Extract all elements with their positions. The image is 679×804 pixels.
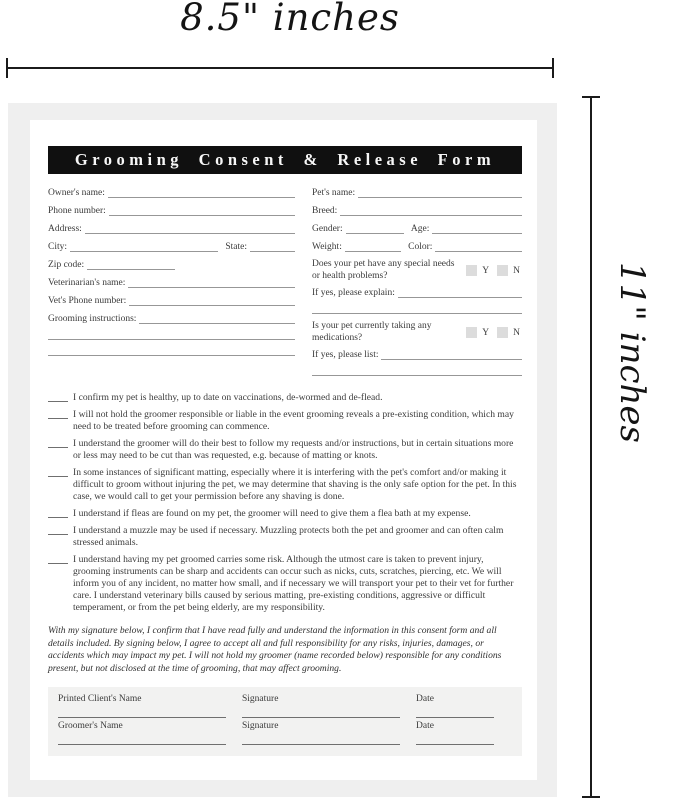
- owner-info-column: [48, 187, 295, 383]
- field-label: Breed:: [312, 206, 338, 216]
- statement-text: I understand if fleas are found on my pet, the groomer will need to give them a flea bath at my expense.: [73, 508, 471, 519]
- dimension-line-cap: [552, 58, 554, 78]
- agreement-paragraph: With my signature below, I confirm that I have read fully and understand the information in this consent form and all details included. By signing below, I agree to accept all and full responsibility for any risks, injuries, damages, or accidents which may impact my pet. I will not hold my groomer (name recorded below) responsible for any conditions present, but not disclosed at the time of grooming, that may affect grooming.: [48, 625, 502, 674]
- field-label: Owner's name:: [48, 188, 105, 198]
- field-if-yes-list: [312, 349, 522, 360]
- yes-label: Y: [482, 327, 490, 338]
- signature-line: [58, 744, 226, 745]
- consent-statement: [48, 438, 522, 462]
- blank-line: [109, 205, 295, 216]
- signature-label: Date: [416, 694, 434, 704]
- field-label: Address:: [48, 224, 82, 234]
- signature-line: [242, 744, 400, 745]
- blank-line: [435, 241, 522, 252]
- field-label: State:: [225, 242, 247, 252]
- question-text: Does your pet have any special needs or health problems?: [312, 259, 455, 281]
- field-address: [48, 223, 295, 234]
- width-dimension-line: [6, 67, 554, 69]
- blank-line: [85, 223, 295, 234]
- yes-no-checkboxes: [466, 265, 522, 276]
- signature-label: Signature: [242, 721, 279, 731]
- field-city-state: [48, 241, 295, 252]
- field-label: Grooming instructions:: [48, 314, 137, 324]
- yes-checkbox: [466, 327, 477, 338]
- blank-line: [345, 241, 401, 252]
- blank-line: [108, 187, 295, 198]
- statement-text: I understand the groomer will do their best to follow my requests and/or instructions, but in certain situations more or less may need to be cut than was requested, e.g. because of matting or knots.: [73, 438, 514, 461]
- blank-line: [48, 331, 295, 340]
- blank-line: [48, 347, 295, 356]
- blank-line: [139, 313, 295, 324]
- no-label: N: [513, 265, 520, 276]
- yes-no-checkboxes: [466, 327, 522, 338]
- field-label: Pet's name:: [312, 188, 356, 198]
- field-label: Gender:: [312, 224, 343, 234]
- groomer-date-cell: [416, 721, 502, 745]
- dimension-line-cap: [582, 796, 600, 798]
- initial-blank-line: [48, 526, 68, 535]
- question-special-needs: [312, 259, 522, 282]
- client-signature-row: [58, 694, 510, 718]
- blank-line: [381, 349, 522, 360]
- dimension-line-cap: [6, 58, 8, 78]
- pet-info-column: [312, 187, 522, 383]
- field-label: If yes, please list:: [312, 350, 379, 360]
- initial-blank-line: [48, 410, 68, 419]
- blank-line: [70, 241, 218, 252]
- field-label: Phone number:: [48, 206, 106, 216]
- height-dimension-line: [590, 96, 592, 798]
- consent-statement: [48, 392, 522, 404]
- initial-blank-line: [48, 509, 68, 518]
- statement-text: I understand having my pet groomed carries some risk. Although the utmost care is taken to prevent injury, grooming instruments can be sharp and accidents can occur such as nicks, cuts, scratches, piercing, etc. We will inform you of any incident, no matter how small, and if necessary we will transport your pet to their vet for further care. I understand veterinary bills caused by serious matting, pre-existing conditions, aggressive or difficult temperament, or from the pet being elderly, are my responsibility.: [73, 554, 514, 613]
- field-label: Vet's Phone number:: [48, 296, 127, 306]
- field-vet-name: [48, 277, 295, 288]
- statement-text: In some instances of significant matting, especially where it is interfering with the pet's comfort and/or making it difficult to groom without injuring the pet, we may determine that shaving is the only safe option for the pet. In this case, we would call to get your permission before any shaving is done.: [73, 467, 517, 502]
- statement-text: I understand a muzzle may be used if necessary. Muzzling protects both the pet and groomer and can often calm stressed animals.: [73, 525, 504, 548]
- field-label: Weight:: [312, 242, 342, 252]
- signature-label: Groomer's Name: [58, 721, 123, 731]
- no-checkbox: [497, 327, 508, 338]
- dimension-line-cap: [582, 96, 600, 98]
- consent-statement: [48, 508, 522, 520]
- blank-line: [87, 259, 175, 270]
- client-name-cell: [58, 694, 226, 718]
- field-label: Veterinarian's name:: [48, 278, 126, 288]
- signature-section: [48, 687, 522, 756]
- initial-blank-line: [48, 468, 68, 477]
- field-label: City:: [48, 242, 68, 252]
- signature-line: [58, 717, 226, 718]
- field-vet-phone: [48, 295, 295, 306]
- groomer-name-cell: [58, 721, 226, 745]
- signature-label: Printed Client's Name: [58, 694, 142, 704]
- field-gender-age: [312, 223, 522, 234]
- consent-statements: [48, 392, 522, 614]
- no-label: N: [513, 327, 520, 338]
- blank-line: [358, 187, 522, 198]
- field-grooming-instructions: [48, 313, 295, 324]
- signature-line: [242, 717, 400, 718]
- signature-label: Date: [416, 721, 434, 731]
- statement-text: I confirm my pet is healthy, up to date on vaccinations, de-wormed and de-flead.: [73, 392, 383, 403]
- paper-backdrop: [8, 103, 557, 797]
- blank-line: [312, 305, 522, 314]
- question-medications: [312, 321, 522, 344]
- blank-line: [340, 205, 522, 216]
- blank-line: [312, 367, 522, 376]
- blank-line: [129, 295, 295, 306]
- initial-blank-line: [48, 393, 68, 402]
- signature-line: [416, 744, 494, 745]
- blank-line: [346, 223, 404, 234]
- field-columns: [48, 187, 522, 383]
- groomer-signature-row: [58, 721, 510, 745]
- field-weight-color: [312, 241, 522, 252]
- field-label: If yes, please explain:: [312, 288, 395, 298]
- client-signature-cell: [242, 694, 400, 718]
- form-title: Grooming Consent & Release Form: [74, 150, 496, 169]
- initial-blank-line: [48, 555, 68, 564]
- height-dimension-label: 11" inches: [612, 262, 652, 443]
- signature-label: Signature: [242, 694, 279, 704]
- consent-statement: [48, 554, 522, 614]
- field-owner-name: [48, 187, 295, 198]
- blank-line: [128, 277, 295, 288]
- field-label: Zip code:: [48, 260, 85, 270]
- field-label: Age:: [410, 224, 430, 234]
- blank-line: [398, 287, 522, 298]
- statement-text: I will not hold the groomer responsible or liable in the event grooming reveals a pre-existing condition, which may need to be treated before grooming can commence.: [73, 409, 514, 432]
- consent-statement: [48, 467, 522, 503]
- consent-statement: [48, 525, 522, 549]
- yes-checkbox: [466, 265, 477, 276]
- groomer-signature-cell: [242, 721, 400, 745]
- question-text: Is your pet currently taking any medications?: [312, 321, 432, 343]
- field-breed: [312, 205, 522, 216]
- form-title-bar: [48, 146, 522, 174]
- consent-statement: [48, 409, 522, 433]
- yes-label: Y: [482, 265, 490, 276]
- blank-line: [432, 223, 522, 234]
- no-checkbox: [497, 265, 508, 276]
- field-label: Color:: [408, 242, 433, 252]
- field-pet-name: [312, 187, 522, 198]
- consent-form-page: [30, 120, 537, 780]
- field-if-yes-explain: [312, 287, 522, 298]
- width-dimension-label: 8.5" inches: [180, 0, 400, 39]
- initial-blank-line: [48, 439, 68, 448]
- client-date-cell: [416, 694, 502, 718]
- signature-line: [416, 717, 494, 718]
- field-zip: [48, 259, 295, 270]
- field-phone: [48, 205, 295, 216]
- blank-line: [250, 241, 295, 252]
